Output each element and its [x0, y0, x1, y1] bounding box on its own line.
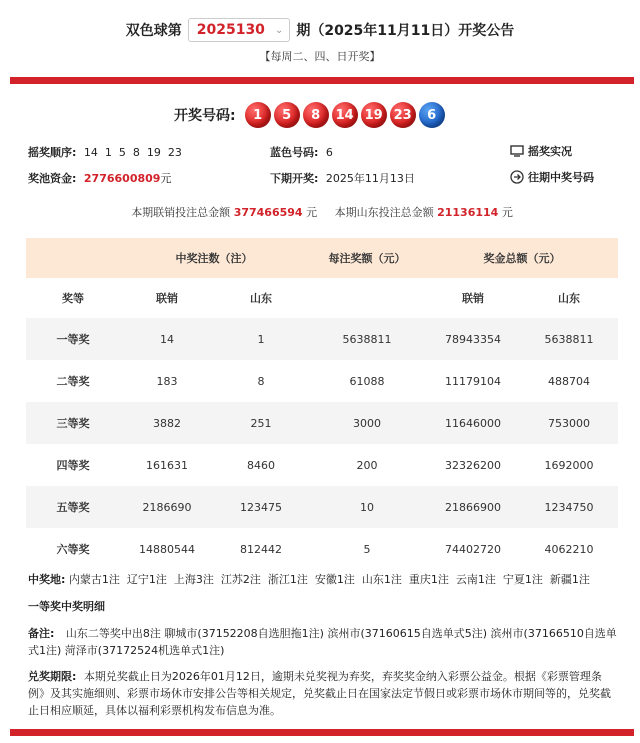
table-cell: 11179104 — [445, 374, 501, 388]
table-cell: 183 — [156, 374, 178, 388]
table-cell: 161631 — [146, 458, 188, 472]
title-row — [0, 14, 640, 46]
table-cell: 8 — [257, 374, 265, 388]
table-header-cell: 奖金总额（元） — [483, 252, 561, 265]
jackpot-pool-unit: 元 — [160, 172, 172, 185]
next-draw-label: 下期开奖: — [270, 172, 319, 185]
red-ball: 19 — [361, 102, 387, 128]
remark-label: 备注: — [28, 627, 55, 640]
table-cell: 200 — [356, 458, 378, 472]
result-card — [14, 84, 630, 730]
remark — [28, 625, 618, 659]
table-cell: 21866900 — [426, 486, 520, 528]
table-cell: 123475 — [214, 486, 308, 528]
history-numbers-link[interactable] — [510, 169, 594, 185]
table-header-cell: 每注奖额（元） — [328, 252, 406, 265]
table-row — [26, 444, 618, 486]
table-header-cell: 山东 — [558, 292, 580, 305]
table-cell: 11646000 — [426, 402, 520, 444]
page-header — [0, 14, 640, 64]
blue-number-label: 蓝色号码: — [270, 146, 319, 159]
issue-value: 2025130 — [196, 22, 265, 38]
draw-order-value: 14 1 5 8 19 23 — [83, 146, 182, 159]
winner-locations — [28, 571, 618, 588]
blue-number-value: 6 — [325, 146, 333, 159]
table-cell: 32326200 — [445, 458, 501, 472]
table-cell: 六等奖 — [56, 543, 90, 556]
table-cell: 五等奖 — [26, 486, 120, 528]
table-cell: 488704 — [548, 374, 590, 388]
table-row — [26, 528, 618, 570]
table-cell: 3000 — [308, 402, 426, 444]
table-row — [26, 402, 618, 444]
jackpot-pool-value: 2776600809 — [83, 172, 161, 185]
table-cell: 251 — [214, 402, 308, 444]
table-header-cell — [308, 278, 426, 318]
table-group-header — [26, 238, 618, 278]
table-cell: 10 — [308, 486, 426, 528]
union-sales-label: 本期联销投注总金额 — [131, 206, 231, 219]
title-prefix: 双色球第 — [125, 23, 182, 39]
table-cell: 753000 — [520, 402, 618, 444]
arrow-circle-icon — [510, 170, 524, 184]
table-cell: 2186690 — [120, 486, 214, 528]
table-cell: 1 — [214, 318, 308, 360]
table-cell: 5 — [363, 542, 371, 556]
top-red-bar — [10, 77, 634, 84]
shandong-sales-value: 21136114 — [437, 206, 499, 219]
table-sub-header — [26, 278, 618, 318]
table-header-cell: 中奖注数（注） — [175, 252, 253, 265]
remark-text: 山东二等奖中出8注 聊城市(37152208自选胆拖1注) 滨州市(37160615自选单式5注) 滨州市(37166510自选单式1注) 菏泽市(37172524机选单式1注) — [28, 627, 617, 657]
table-cell: 1692000 — [544, 458, 594, 472]
monitor-icon — [510, 145, 524, 157]
table-cell: 8460 — [247, 458, 275, 472]
winning-numbers — [174, 102, 445, 128]
schedule-text: 【每周二、四、日开奖】 — [259, 50, 381, 63]
draw-order — [28, 144, 182, 160]
table-cell: 二等奖 — [56, 375, 90, 388]
bottom-red-bar — [10, 729, 634, 736]
chevron-down-icon: ⌄ — [274, 24, 284, 36]
table-cell: 14880544 — [139, 542, 195, 556]
red-ball: 8 — [303, 102, 329, 128]
winner-locations-label: 中奖地: — [28, 573, 66, 586]
red-ball: 23 — [390, 102, 416, 128]
table-cell: 812442 — [240, 542, 282, 556]
first-prize-detail-heading: 一等奖中奖明细 — [28, 600, 105, 613]
table-cell: 4062210 — [544, 542, 594, 556]
shandong-sales-label: 本期山东投注总金额 — [334, 206, 434, 219]
winning-numbers-label: 开奖号码: — [174, 108, 236, 124]
table-cell: 74402720 — [445, 542, 501, 556]
red-ball: 1 — [245, 102, 271, 128]
red-ball: 14 — [332, 102, 358, 128]
table-cell: 78943354 — [426, 318, 520, 360]
table-cell: 14 — [120, 318, 214, 360]
shandong-sales-unit: 元 — [501, 206, 513, 219]
red-ball: 5 — [274, 102, 300, 128]
winner-locations-text: 内蒙古1注 辽宁1注 上海3注 江苏2注 浙江1注 安徽1注 山东1注 重庆1注 云南1注 宁夏1注 新疆1注 — [68, 573, 590, 586]
blue-number — [270, 144, 333, 160]
draw-order-label: 摇奖顺序: — [28, 146, 77, 159]
blue-ball: 6 — [419, 102, 445, 128]
prize-table — [26, 238, 618, 570]
claim-deadline-label: 兑奖期限: — [28, 670, 77, 683]
jackpot-pool — [28, 170, 171, 186]
table-cell: 61088 — [349, 374, 385, 388]
table-header-cell: 奖等 — [62, 292, 84, 305]
table-cell: 三等奖 — [26, 402, 120, 444]
table-row — [26, 318, 618, 360]
table-header-cell: 联销 — [462, 292, 484, 305]
union-sales-value: 377466594 — [233, 206, 303, 219]
history-numbers-label: 往期中奖号码 — [528, 171, 594, 184]
issue-select[interactable] — [188, 18, 291, 42]
live-draw-link[interactable] — [510, 143, 572, 159]
next-draw — [270, 170, 415, 186]
claim-deadline — [28, 668, 618, 719]
claim-deadline-text: 本期兑奖截止日为2026年01月12日，逾期未兑奖视为弃奖，弃奖奖金纳入彩票公益金。根据《彩票管理条例》及其实施细则、彩票市场休市安排公告等相关规定，兑奖截止日在国家法定节假日或彩票市场休市期间等的，兑奖截止日相应顺延，具体以福利彩票机构发布信息为准。 — [28, 670, 611, 717]
table-cell: 5638811 — [520, 318, 618, 360]
union-sales-unit: 元 — [306, 206, 318, 219]
title-suffix: 期（2025年11月11日）开奖公告 — [296, 23, 515, 39]
jackpot-pool-label: 奖池资金: — [28, 172, 77, 185]
table-cell: 1234750 — [520, 486, 618, 528]
table-header-cell: 联销 — [156, 292, 178, 305]
table-header-cell: 山东 — [250, 292, 272, 305]
table-row — [26, 486, 618, 528]
table-cell: 四等奖 — [56, 459, 90, 472]
table-row — [26, 360, 618, 402]
next-draw-value: 2025年11月13日 — [325, 172, 415, 185]
sales-summary — [14, 204, 630, 220]
table-cell: 5638811 — [308, 318, 426, 360]
table-cell: 一等奖 — [26, 318, 120, 360]
table-header-cell — [26, 238, 120, 278]
live-draw-label: 摇奖实况 — [528, 145, 572, 158]
table-cell: 3882 — [120, 402, 214, 444]
